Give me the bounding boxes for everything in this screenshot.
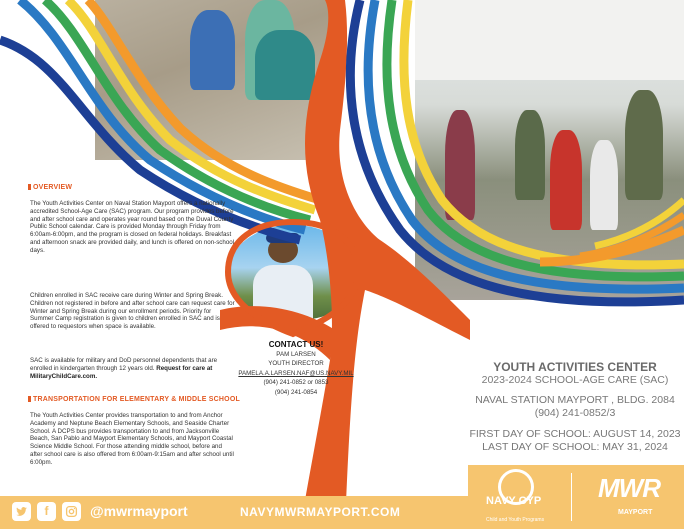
info-subtitle: 2023-2024 SCHOOL-AGE CARE (SAC) (481, 374, 669, 386)
info-title: YOUTH ACTIVITIES CENTER (493, 360, 657, 374)
facebook-icon[interactable]: f (37, 502, 56, 521)
navy-cyp-logo-text: NAVY CYP (486, 495, 542, 507)
transport-paragraph: The Youth Activities Center provides transportation to and from Anchor Academy and Neptune Beach Elementary Schools, and Seaside Charter School. A DCPS bus provides transportation to and from Jacksonville Beach, San Pablo and Mayport Elementary Schools, and Mayport Coastal Science Middle School. For those attending middle school, before and after school care is also offered from 6:00am-9:15am and after school until 6:00pm. (30, 412, 234, 466)
mwr-logo-subtitle: MAYPORT (618, 509, 653, 516)
logo-panel (468, 465, 684, 529)
request-care-link-text: Request for care at MilitaryChildCare.com. (30, 364, 213, 380)
instagram-icon[interactable] (62, 502, 81, 521)
contact-block (236, 340, 356, 398)
contact-name: PAM LARSEN (276, 350, 316, 358)
contact-email[interactable]: PAMELA.A.LARSEN.NAF@US.NAVY.MIL (238, 369, 354, 377)
contact-phone-2: (904) 241-0854 (274, 388, 318, 396)
navy-cyp-subtitle: Child and Youth Programs (486, 517, 545, 523)
contact-role: YOUTH DIRECTOR (268, 360, 324, 368)
logo-divider (571, 473, 572, 521)
overview-paragraph-3: SAC is available for military and DoD personnel dependents that are enrolled in kindergarten through 12 years old. Request for care at MilitaryChildCare.com. (30, 357, 218, 380)
twitter-icon[interactable] (12, 502, 31, 521)
info-phone: (904) 241-0852/3 (534, 407, 616, 419)
info-location: NAVAL STATION MAYPORT , BLDG. 2084 (475, 394, 675, 406)
contact-phone-1: (904) 241-0852 or 0853 (263, 379, 329, 387)
info-last-day: LAST DAY OF SCHOOL: MAY 31, 2024 (482, 441, 668, 453)
social-handle[interactable]: @mwrmayport (90, 503, 188, 519)
overview-heading: OVERVIEW (28, 184, 72, 191)
mwr-logo-text: MWR (598, 473, 660, 503)
overview-paragraph-2: Children enrolled in SAC receive care during Winter and Spring Break. Children not registered in before and after school care can request care for Winter and Spring Break during our enrollment periods. Priority for Summer Camp registration is given to children enrolled in SAC and is offered to requestors when space is available. (30, 292, 235, 331)
overview-paragraph-1: The Youth Activities Center on Naval Station Mayport offers a nationally accredited School-Age Care (SAC) program. Our program provides before and after school care and operates year round based on the Duval County Public School calendar. Care is provided Monday through Friday from 6:00am-6:00pm, and the program is closed on federal holidays. Breakfast and afternoon snack are provided daily, and lunch is offered on non-school days. (30, 200, 235, 254)
transport-heading: TRANSPORTATION FOR ELEMENTARY & MIDDLE SCHOOL (28, 396, 240, 403)
info-first-day: FIRST DAY OF SCHOOL: AUGUST 14, 2023 (469, 428, 681, 440)
contact-title: CONTACT US! (268, 340, 324, 349)
info-block (466, 360, 684, 454)
website-link[interactable]: NAVYMWRMAYPORT.COM (240, 505, 401, 519)
